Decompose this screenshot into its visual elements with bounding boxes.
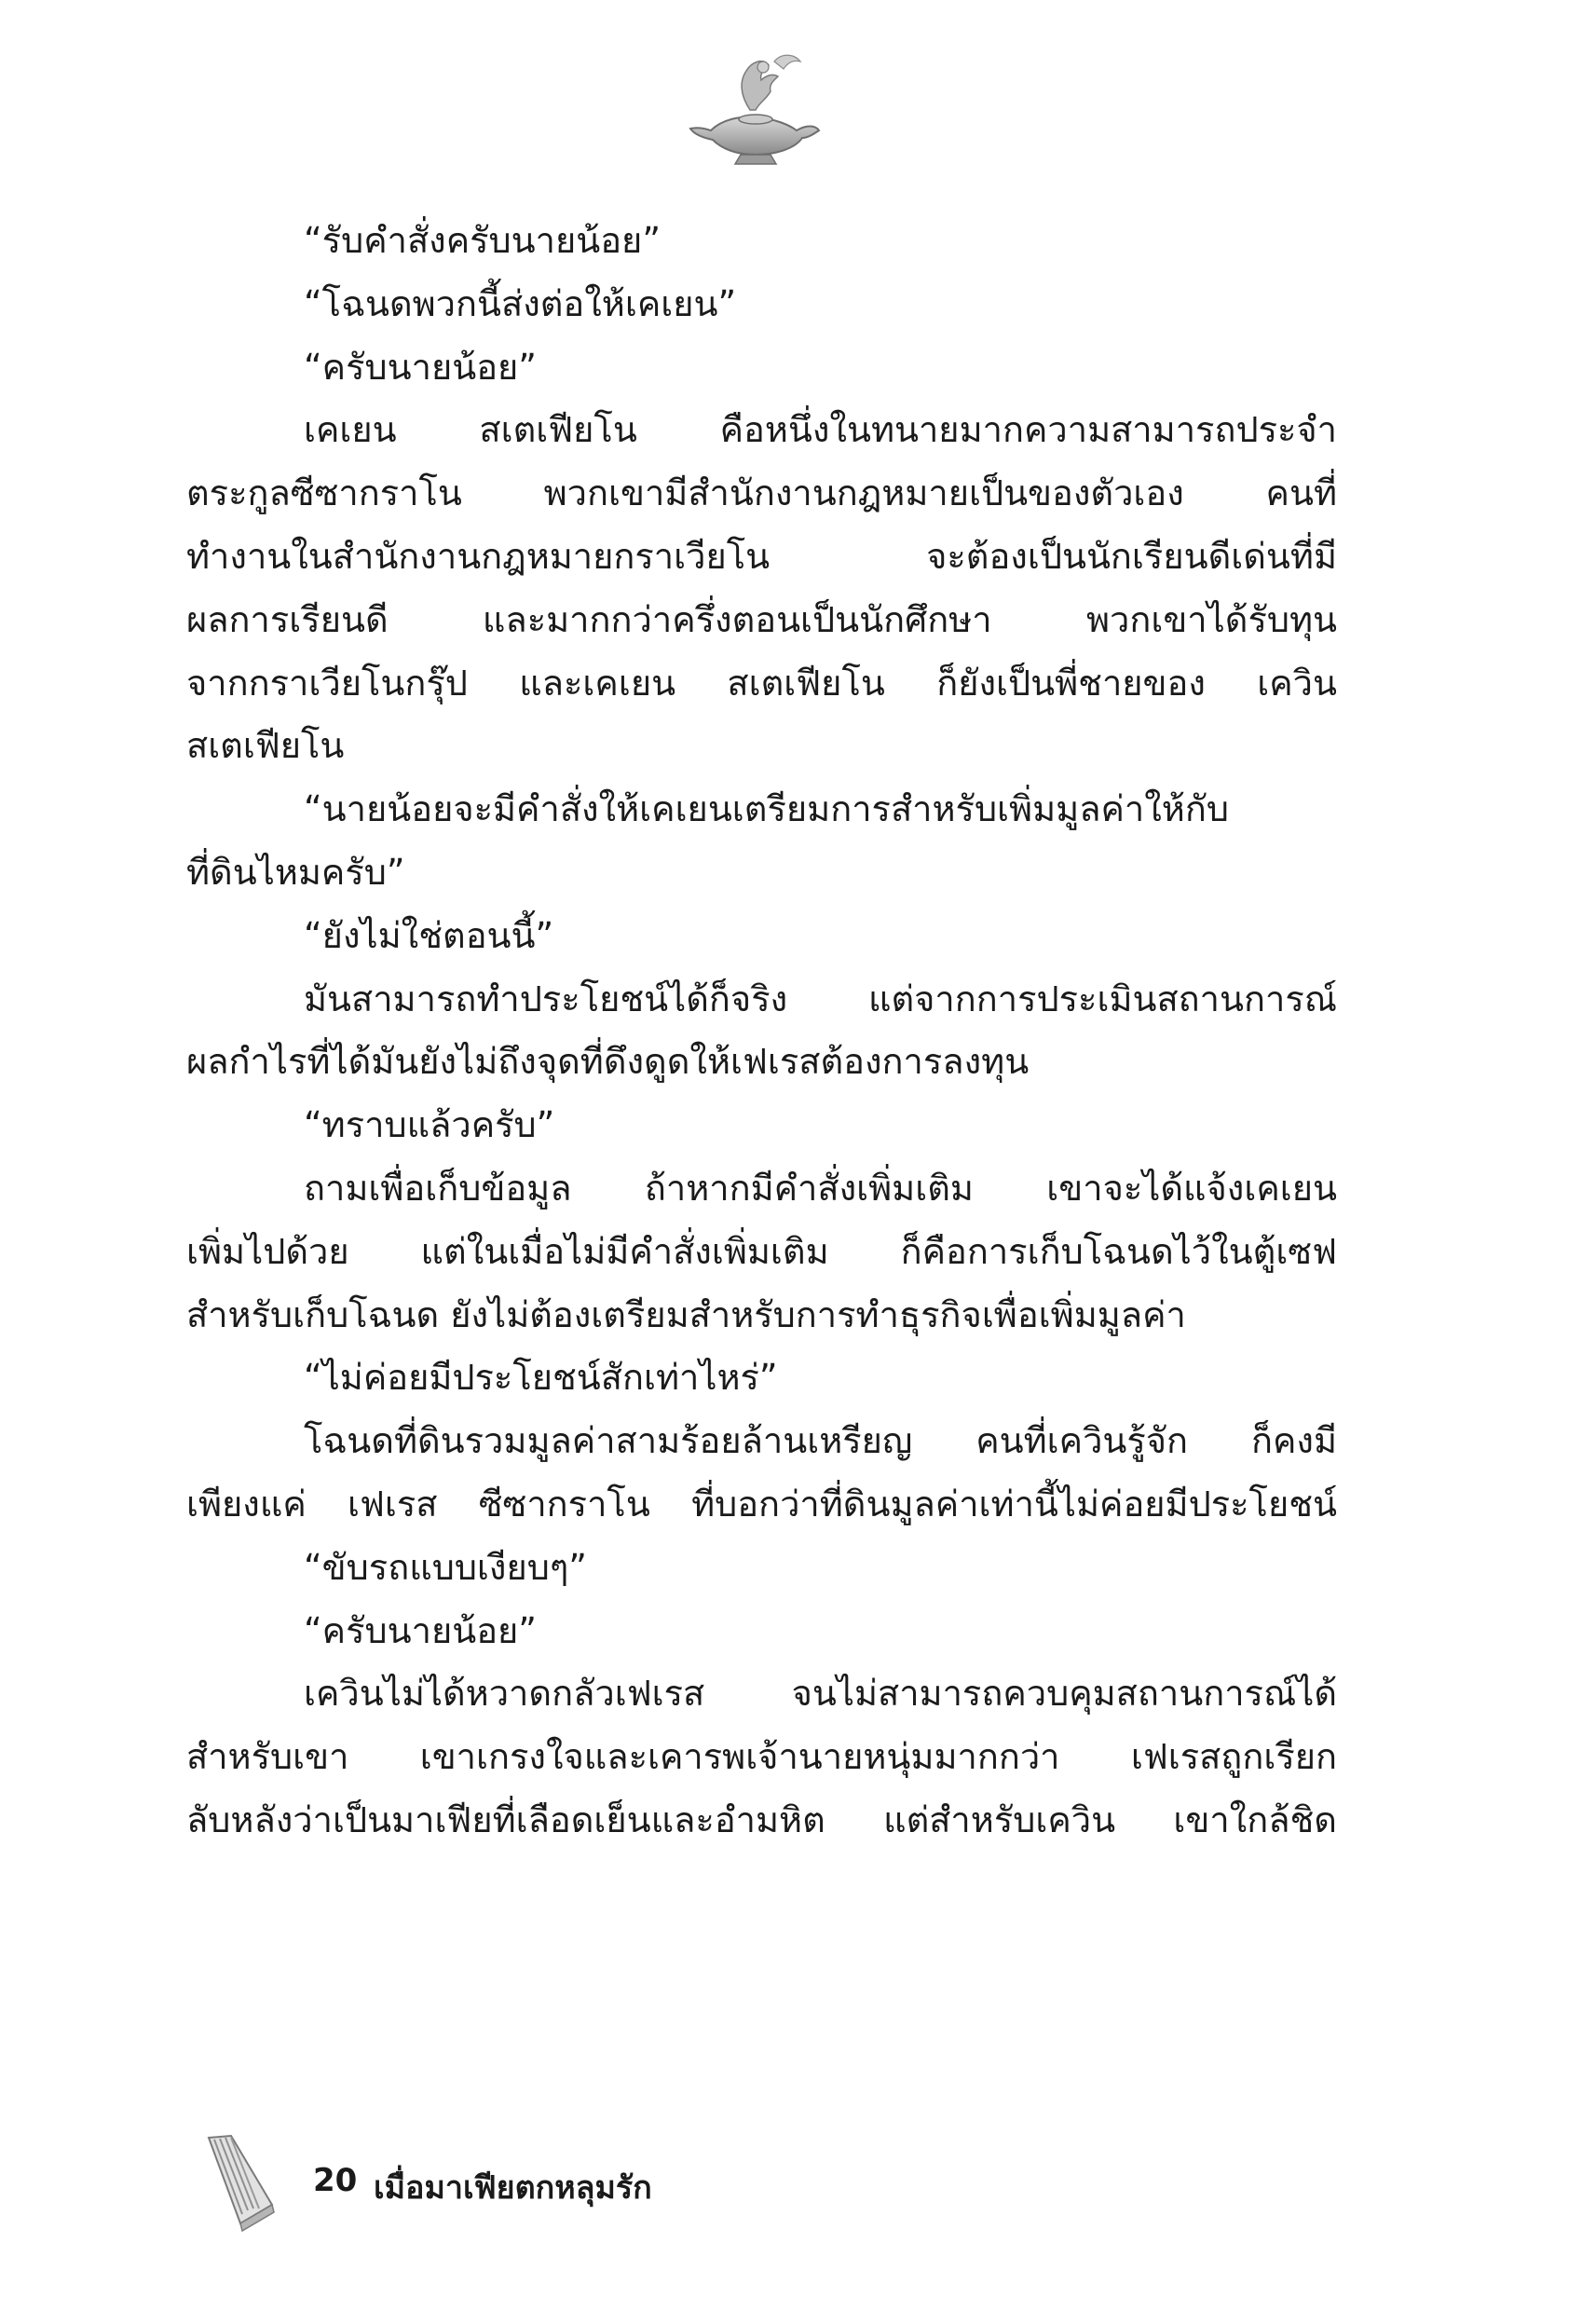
dialogue-line: “นายน้อยจะมีคำสั่งให้เคเยนเตรียมการสำหรับเพิ่มมูลค่าให้กับ bbox=[304, 788, 1229, 830]
paragraph-line: เควินไม่ได้หวาดกลัวเฟเรส จนไม่สามารถควบคุมสถานการณ์ได้ bbox=[304, 1673, 1337, 1715]
paragraph-line: สำหรับเก็บโฉนด ยังไม่ต้องเตรียมสำหรับการทำธุรกิจเพื่อเพิ่มมูลค่า bbox=[186, 1293, 1186, 1335]
dialogue-line: “ครับนายน้อย” bbox=[304, 1609, 537, 1651]
paragraph-line: สำหรับเขา เขาเกรงใจและเคารพเจ้านายหนุ่มมากกว่า เฟเรสถูกเรียก bbox=[186, 1736, 1337, 1778]
paragraph-line: เคเยน สเตเฟียโน คือหนึ่งในทนายมากความสามารถประจำ bbox=[304, 409, 1337, 451]
paragraph-line: ตระกูลซีซากราโน พวกเขามีสำนักงานกฎหมายเป็นของตัวเอง คนที่ bbox=[186, 472, 1337, 514]
dialogue-line: “ครับนายน้อย” bbox=[304, 346, 537, 388]
book-pages-icon bbox=[203, 2134, 278, 2232]
paragraph-line: ผลการเรียนดี และมากกว่าครึ่งตอนเป็นนักศึกษา พวกเขาได้รับทุน bbox=[186, 598, 1337, 640]
body-text bbox=[186, 210, 1337, 1853]
dialogue-line: “ทราบแล้วครับ” bbox=[304, 1104, 555, 1146]
dialogue-line: “รับคำสั่งครับนายน้อย” bbox=[304, 220, 662, 261]
paragraph-line: ผลกำไรที่ได้มันยังไม่ถึงจุดที่ดึงดูดให้เฟเรสต้องการลงทุน bbox=[186, 1041, 1030, 1083]
paragraph-line: เพิ่มไปด้วย แต่ในเมื่อไม่มีคำสั่งเพิ่มเติม ก็คือการเก็บโฉนดไว้ในตู้เซฟ bbox=[186, 1230, 1337, 1272]
dialogue-line: “ยังไม่ใช่ตอนนี้” bbox=[304, 914, 554, 956]
paragraph-line: ลับหลังว่าเป็นมาเฟียที่เลือดเย็นและอำมหิต แต่สำหรับเควิน เขาใกล้ชิด bbox=[186, 1798, 1337, 1840]
dialogue-line: “ไม่ค่อยมีประโยชน์สักเท่าไหร่” bbox=[304, 1357, 778, 1399]
page-number: 20 bbox=[313, 2162, 358, 2199]
paragraph-line: โฉนดที่ดินรวมมูลค่าสามร้อยล้านเหรียญ คนที่เควินรู้จัก ก็คงมี bbox=[304, 1420, 1337, 1462]
book-title: เมื่อมาเฟียตกหลุมรัก bbox=[374, 2169, 652, 2207]
genie-lamp-ornament-icon bbox=[685, 45, 825, 175]
paragraph-line: ทำงานในสำนักงานกฎหมายกราเวียโน จะต้องเป็นนักเรียนดีเด่นที่มี bbox=[186, 535, 1337, 577]
page-footer bbox=[203, 2134, 781, 2236]
paragraph-line: เพียงแค่ เฟเรส ซีซากราโน ที่บอกว่าที่ดินมูลค่าเท่านี้ไม่ค่อยมีประโยชน์ bbox=[186, 1483, 1337, 1525]
paragraph-line: จากกราเวียโนกรุ๊ป และเคเยน สเตเฟียโน ก็ยังเป็นพี่ชายของ เควิน bbox=[186, 662, 1337, 704]
dialogue-line: “ขับรถแบบเงียบๆ” bbox=[304, 1546, 587, 1588]
paragraph-line: ถามเพื่อเก็บข้อมูล ถ้าหากมีคำสั่งเพิ่มเติม เขาจะได้แจ้งเคเยน bbox=[304, 1167, 1337, 1209]
dialogue-line: ที่ดินไหมครับ” bbox=[186, 851, 405, 893]
paragraph-line: สเตเฟียโน bbox=[186, 725, 345, 767]
dialogue-line: “โฉนดพวกนี้ส่งต่อให้เคเยน” bbox=[304, 282, 737, 324]
paragraph-line: มันสามารถทำประโยชน์ได้ก็จริง แต่จากการประเมินสถานการณ์ bbox=[304, 978, 1337, 1019]
